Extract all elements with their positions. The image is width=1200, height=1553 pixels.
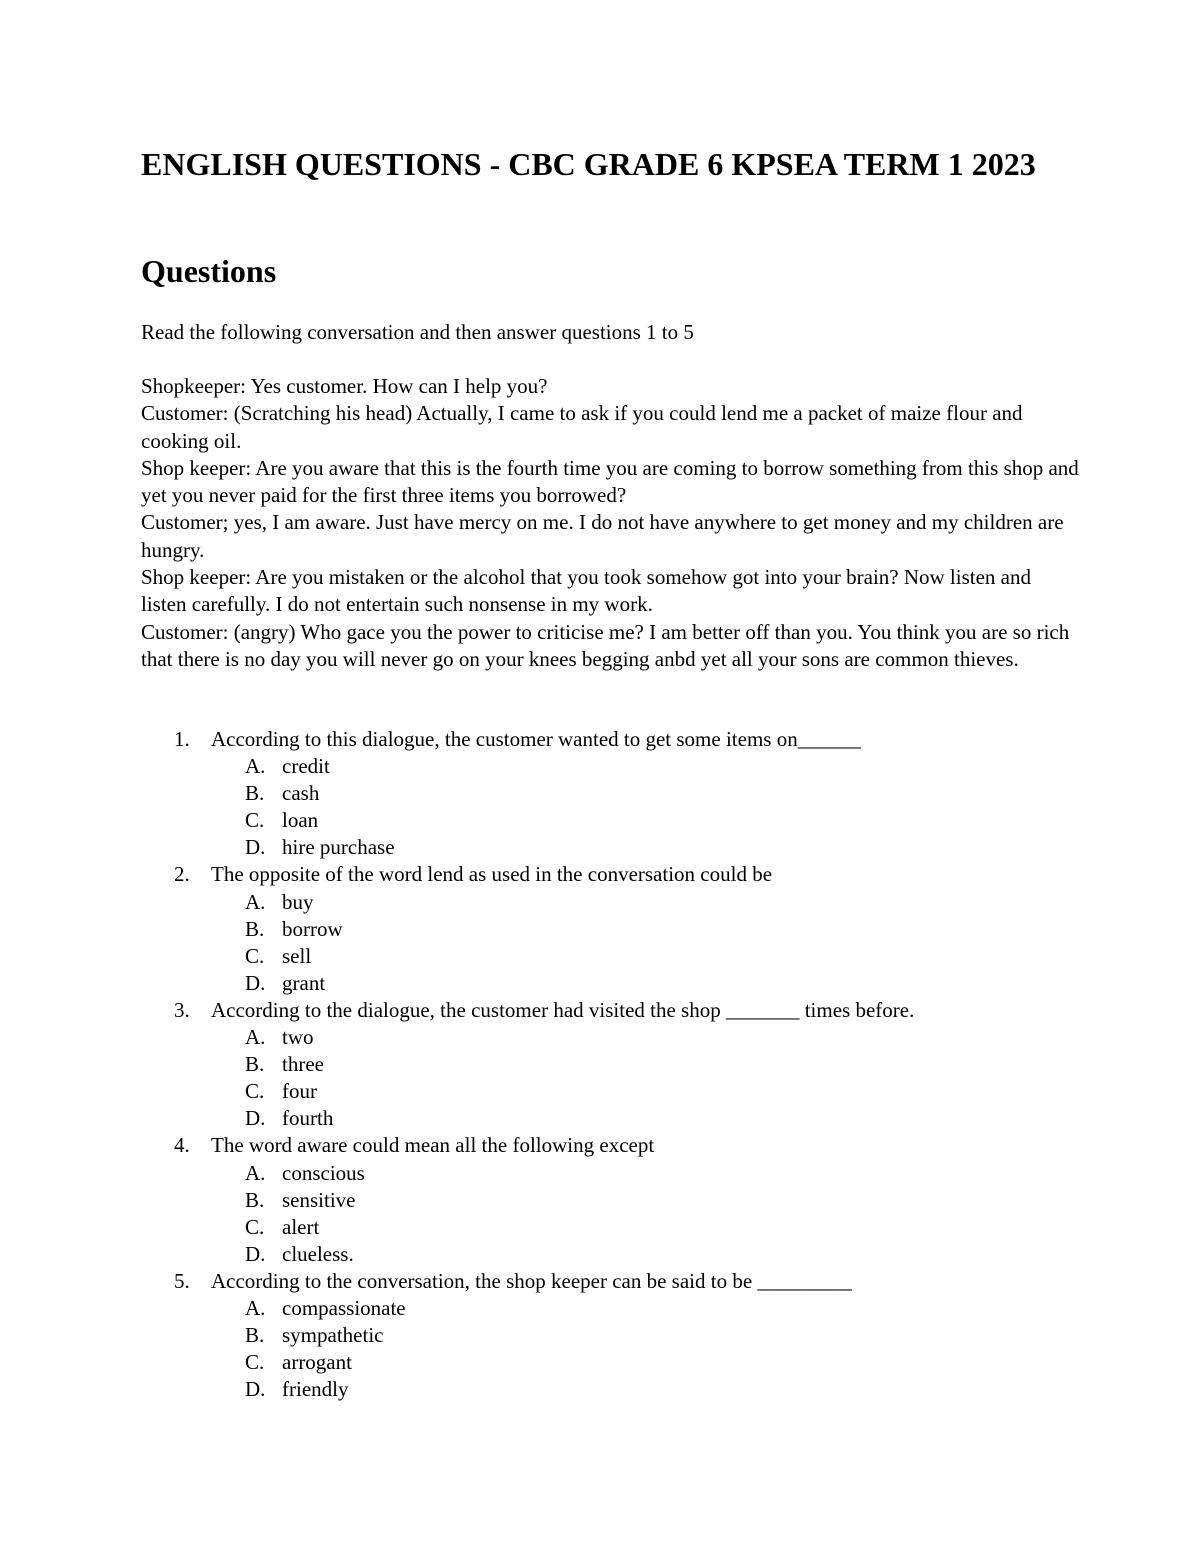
option-d: [141, 970, 1081, 997]
option-letter: C.: [245, 808, 265, 833]
option-a: [141, 889, 1081, 916]
option-text: borrow: [282, 916, 343, 941]
option-text: fourth: [282, 1106, 334, 1131]
option-letter: B.: [245, 1052, 265, 1077]
section-heading: Questions: [141, 253, 277, 289]
option-letter: C.: [245, 1350, 265, 1375]
question-1: [141, 726, 1081, 861]
question-3: [141, 997, 1081, 1132]
question-text: According to this dialogue, the customer wanted to get some items on______: [211, 727, 861, 751]
option-text: buy: [282, 889, 314, 914]
option-text: arrogant: [282, 1350, 352, 1375]
option-c: [141, 1214, 1081, 1241]
option-text: clueless.: [282, 1241, 354, 1266]
option-b: [141, 1322, 1081, 1349]
option-letter: A.: [245, 1025, 266, 1050]
option-letter: A.: [245, 754, 266, 779]
option-d: [141, 1105, 1081, 1132]
dialogue-line: Shop keeper: Are you aware that this is the fourth time you are coming to borrow something from this shop and yet you never paid for the first three items you borrowed?: [141, 455, 1079, 508]
question-text: The word aware could mean all the following except: [211, 1133, 655, 1158]
option-letter: D.: [245, 835, 266, 860]
option-letter: C.: [245, 1079, 265, 1104]
option-b: [141, 916, 1081, 943]
option-letter: C.: [245, 1214, 265, 1239]
question-number: 4.: [174, 1133, 190, 1158]
option-letter: C.: [245, 943, 265, 968]
option-c: [141, 1349, 1081, 1376]
option-a: [141, 1295, 1081, 1322]
option-letter: D.: [245, 1377, 266, 1402]
option-text: friendly: [282, 1377, 349, 1402]
dialogue-line: Shop keeper: Are you mistaken or the alcohol that you took somehow got into your brain? Now listen and listen carefully. I do not entertain such nonsense in my work.: [141, 565, 1031, 617]
option-letter: B.: [245, 1187, 265, 1212]
option-letter: A.: [245, 1295, 266, 1320]
option-text: loan: [282, 808, 319, 833]
option-d: [141, 834, 1081, 861]
option-b: [141, 1187, 1081, 1214]
option-letter: D.: [245, 1106, 266, 1131]
question-text: According to the dialogue, the customer had visited the shop _______ times before.: [211, 997, 915, 1022]
option-b: [141, 1051, 1081, 1078]
option-letter: B.: [245, 916, 265, 941]
option-text: sympathetic: [282, 1323, 384, 1348]
question-number: 1.: [174, 727, 190, 751]
option-text: four: [282, 1079, 317, 1104]
option-text: alert: [282, 1214, 320, 1239]
dialogue-line: Customer: (Scratching his head) Actually, I came to ask if you could lend me a packet of maize flour and cooking oil.: [141, 401, 1023, 453]
question-number: 3.: [174, 997, 190, 1022]
option-letter: D.: [245, 970, 266, 995]
option-c: [141, 1078, 1081, 1105]
question-list: [141, 726, 1081, 1403]
option-c: [141, 807, 1081, 834]
option-d: [141, 1376, 1081, 1403]
option-letter: A.: [245, 1160, 266, 1185]
option-text: credit: [282, 754, 330, 779]
option-c: [141, 943, 1081, 970]
question-number: 2.: [174, 862, 190, 887]
question-4: [141, 1132, 1081, 1267]
option-text: sensitive: [282, 1187, 356, 1212]
question-5: [141, 1268, 1081, 1403]
question-number: 5.: [174, 1268, 190, 1293]
option-letter: B.: [245, 781, 265, 806]
option-letter: D.: [245, 1241, 266, 1266]
dialogue-line: Customer: (angry) Who gace you the power to criticise me? I am better off than you. You think you are so rich that there is no day you will never go on your knees begging anbd yet all your sons are common thieves.: [141, 619, 1070, 671]
option-text: cash: [282, 781, 320, 806]
option-text: hire purchase: [282, 835, 395, 860]
option-d: [141, 1241, 1081, 1268]
option-a: [141, 1024, 1081, 1051]
question-text: According to the conversation, the shop keeper can be said to be _________: [211, 1268, 852, 1293]
dialogue-line: Shopkeeper: Yes customer. How can I help you?: [141, 374, 548, 398]
option-b: [141, 780, 1081, 807]
option-text: compassionate: [282, 1295, 406, 1320]
option-text: grant: [282, 970, 326, 995]
option-letter: A.: [245, 889, 266, 914]
document-title: ENGLISH QUESTIONS - CBC GRADE 6 KPSEA TERM 1 2023: [141, 146, 1036, 182]
instruction-text: Read the following conversation and then answer questions 1 to 5: [141, 320, 694, 344]
option-text: conscious: [282, 1160, 365, 1185]
option-a: [141, 753, 1081, 780]
question-text: The opposite of the word lend as used in the conversation could be: [211, 862, 773, 887]
dialogue-line: Customer; yes, I am aware. Just have mercy on me. I do not have anywhere to get money and my children are hungry.: [141, 510, 1064, 562]
dialogue: [141, 373, 1081, 673]
question-2: [141, 861, 1081, 996]
option-text: sell: [282, 943, 312, 968]
option-letter: B.: [245, 1323, 265, 1348]
option-a: [141, 1160, 1081, 1187]
option-text: three: [282, 1052, 324, 1077]
option-text: two: [282, 1025, 314, 1050]
